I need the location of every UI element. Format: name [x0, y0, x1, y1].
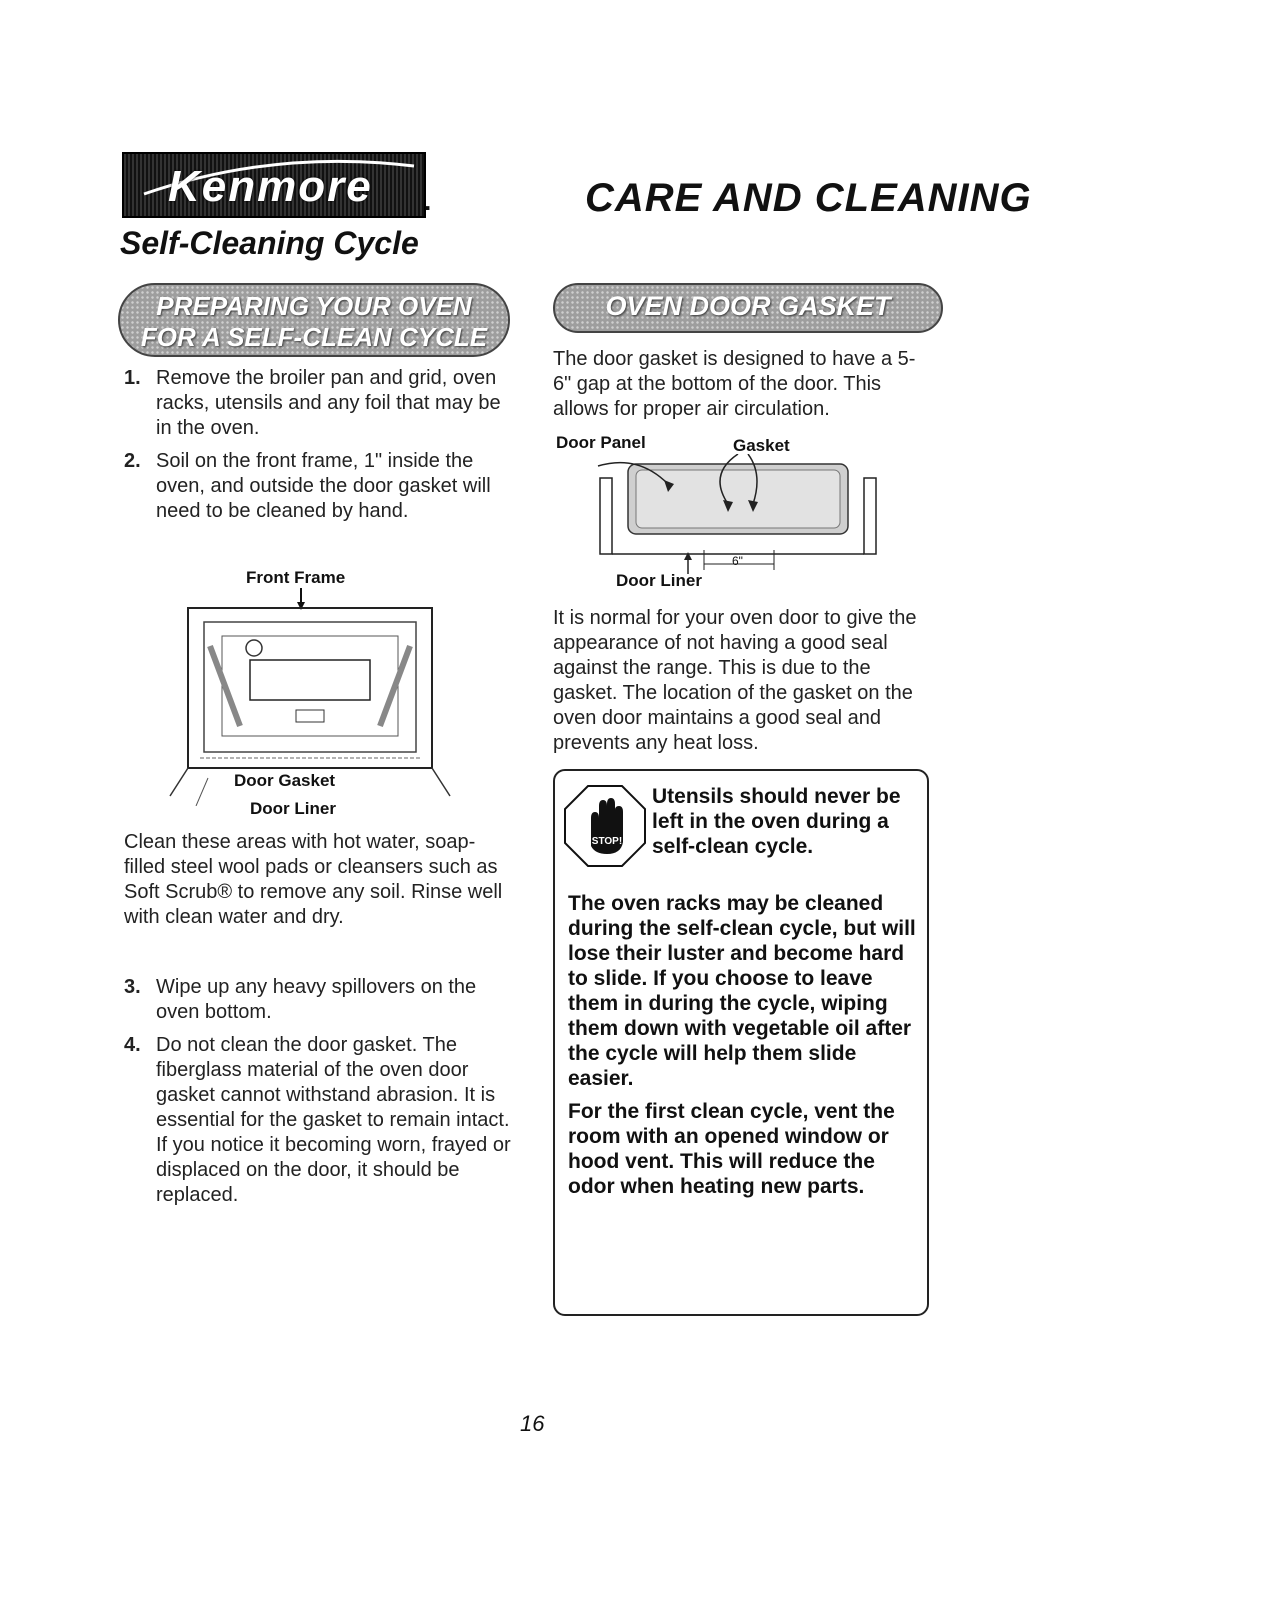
step-number: 4.	[124, 1034, 141, 1056]
step-number: 3.	[124, 976, 141, 998]
step-item	[124, 449, 504, 524]
logo-period: .	[424, 186, 432, 216]
steps-list-bottom	[124, 975, 514, 1208]
step-number: 1.	[124, 367, 141, 389]
clean-areas-text: Clean these areas with hot water, soap-filled steel wool pads or cleansers such as Soft Scrub® to remove any soil. Rinse well with clean water and dry.	[124, 831, 503, 928]
door-liner-label: Door Liner	[250, 799, 336, 818]
gasket-label: Gasket	[733, 436, 790, 455]
page-number: 16	[520, 1411, 545, 1436]
door-gasket-label: Door Gasket	[234, 771, 336, 790]
step-text: Soil on the front frame, 1" inside the oven, and outside the door gasket will need to be cleaned by hand.	[156, 450, 491, 522]
front-frame-label: Front Frame	[246, 568, 346, 587]
step-text: Do not clean the door gasket. The fiberglass material of the oven door gasket cannot withstand abrasion. It is essential for the gasket to remain intact. If you notice it becoming worn, frayed or displaced on the door, it should be replaced.	[156, 1034, 511, 1206]
logo-text: Kenmore	[168, 162, 373, 211]
preparing-banner	[118, 283, 510, 357]
banner-line-2: FOR A SELF-CLEAN CYCLE	[140, 322, 488, 352]
step-text: Wipe up any heavy spillovers on the oven bottom.	[156, 976, 477, 1023]
gasket-intro-text: The door gasket is designed to have a 5-6" gap at the bottom of the door. This allows for proper air circulation.	[553, 348, 916, 420]
normal-seal-text: It is normal for your oven door to give the appearance of not having a good seal against the range. This is due to the gasket. The location of the gasket on the oven door maintains a good seal and prevents any heat loss.	[553, 607, 917, 754]
banner-line-1: PREPARING YOUR OVEN	[156, 291, 472, 321]
step-item	[124, 1033, 514, 1208]
step-item	[124, 975, 514, 1025]
section-title: Self-Cleaning Cycle	[120, 225, 419, 261]
warning-racks-text: The oven racks may be cleaned during the self-clean cycle, but will lose their luster and become hard to slide. If you choose to leave them in during the cycle, wiping them down with vegetable oil after the cycle will help them slide easier.	[568, 892, 916, 1090]
kenmore-logo	[122, 152, 426, 218]
warning-vent-text: For the first clean cycle, vent the room with an opened window or hood vent. This will reduce the odor when heating new parts.	[568, 1100, 895, 1198]
steps-list-top	[124, 366, 504, 524]
stop-hand-icon	[563, 784, 647, 868]
door-panel-label: Door Panel	[556, 433, 646, 452]
gap-label: 6"	[732, 554, 743, 568]
step-text: Remove the broiler pan and grid, oven racks, utensils and any foil that may be in the oven.	[156, 367, 501, 439]
door-liner-label-right: Door Liner	[616, 571, 702, 590]
warning-heading: Utensils should never be left in the oven during a self-clean cycle.	[652, 785, 901, 858]
stop-icon-text: STOP!	[591, 836, 623, 847]
warning-body	[568, 891, 926, 1199]
gasket-banner: OVEN DOOR GASKET	[553, 283, 943, 333]
step-number: 2.	[124, 450, 141, 472]
page-title: CARE AND CLEANING	[585, 176, 1032, 220]
step-item	[124, 366, 504, 441]
